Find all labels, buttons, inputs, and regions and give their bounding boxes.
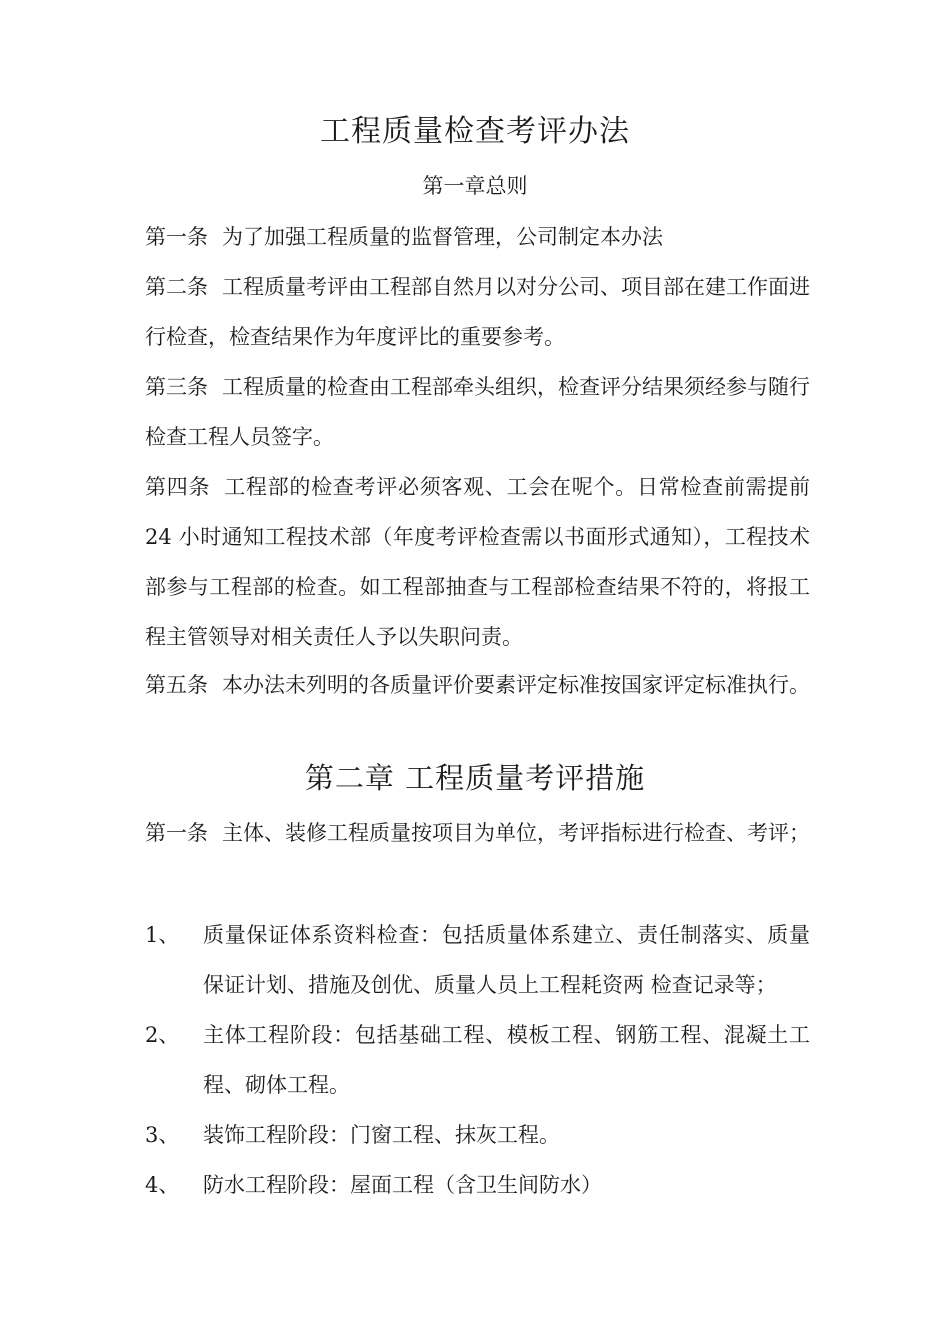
article-label: 第三条	[145, 375, 208, 399]
chapter-1-article-2	[145, 262, 810, 362]
article-text: 为了加强工程质量的监督管理，公司制定本办法	[222, 225, 663, 249]
list-item-text: 装饰工程阶段：门窗工程、抹灰工程。	[203, 1123, 560, 1147]
article-label: 第四条	[145, 475, 211, 499]
list-item-text: 防水工程阶段：屋面工程（含卫生间防水）	[203, 1173, 602, 1197]
list-item-number: 2、	[145, 1023, 180, 1047]
chapter-1-article-4	[145, 462, 810, 662]
chapter-1-article-5	[145, 660, 810, 710]
article-text: 本办法未列明的各质量评价要素评定标准按国家评定标准执行。	[222, 673, 810, 697]
list-item	[145, 1160, 810, 1210]
list-item	[145, 1010, 810, 1110]
article-label: 第一条	[145, 821, 208, 845]
article-label: 第一条	[145, 225, 208, 249]
list-item-text: 主体工程阶段：包括基础工程、模板工程、钢筋工程、混凝土工程、砌体工程。	[203, 1023, 810, 1097]
article-label: 第二条	[145, 275, 208, 299]
list-item-text: 质量保证体系资料检查：包括质量体系建立、责任制落实、质量保证计划、措施及创优、质量人员上工程耗资两 检查记录等；	[203, 923, 810, 997]
article-text: 工程质量的检查由工程部牵头组织，检查评分结果须经参与随行检查工程人员签字。	[145, 375, 810, 449]
document-title: 工程质量检查考评办法	[320, 114, 630, 149]
chapter-2-heading: 第二章 工程质量考评措施	[304, 761, 646, 795]
chapter-1-heading: 第一章总则	[422, 174, 528, 198]
list-item	[145, 910, 810, 1010]
list-item-number: 1、	[145, 923, 180, 947]
article-label: 第五条	[145, 673, 208, 697]
article-text: 主体、装修工程质量按项目为单位，考评指标进行检查、考评；	[222, 821, 810, 845]
chapter-2-article-1	[145, 808, 810, 858]
article-text: 工程部的检查考评必须客观、工会在呢个。日常检查前需提前 24 小时通知工程技术部（年度考评检查需以书面形式通知），工程技术部参与工程部的检查。如工程部抽查与工程部检查结果不符的，将报工程主管领导对相关责任人予以失职问责。	[145, 475, 811, 649]
chapter-1-article-1	[145, 212, 810, 262]
chapter-1-article-3	[145, 362, 810, 462]
list-item	[145, 1110, 810, 1160]
list-item-number: 4、	[145, 1173, 180, 1197]
article-text: 工程质量考评由工程部自然月以对分公司、项目部在建工作面进行检查，检查结果作为年度评比的重要参考。	[145, 275, 810, 349]
list-item-number: 3、	[145, 1123, 180, 1147]
